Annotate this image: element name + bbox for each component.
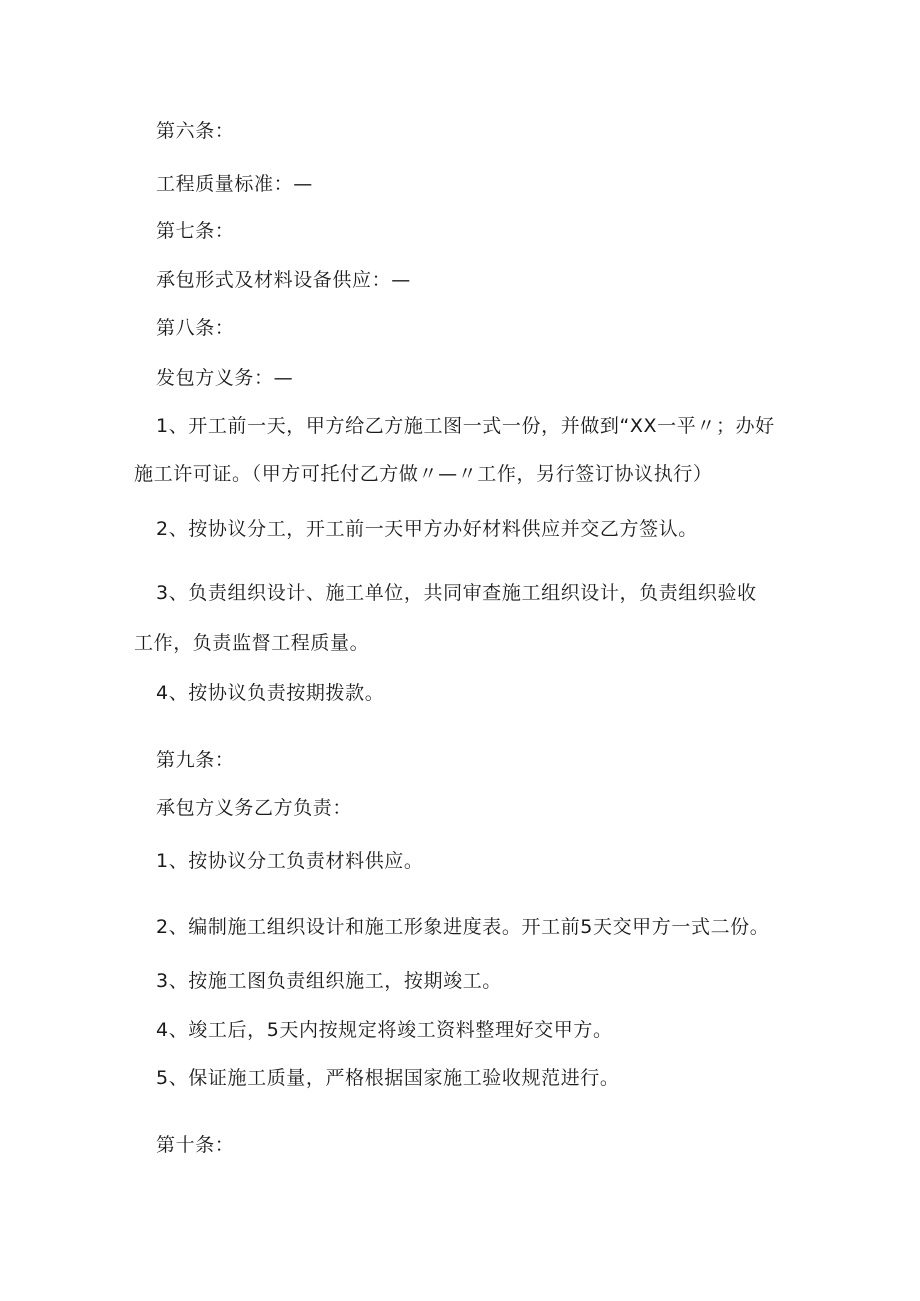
- employer-item-4: 4、按协议负责按期拨款。: [156, 682, 385, 704]
- employer-item-2: 2、按协议分工，开工前一天甲方办好材料供应并交乙方签认。: [156, 518, 698, 540]
- contractor-obligations-line: 承包方义务乙方负责：: [156, 797, 353, 819]
- employer-item-1-line-1: 1、开工前一天，甲方给乙方施工图一式一份，并做到“XX一平〃；办好: [156, 415, 775, 437]
- article-8-heading: 第八条：: [156, 317, 235, 339]
- article-10-heading: 第十条：: [156, 1134, 235, 1156]
- quality-standard-line: 工程质量标准：—: [156, 173, 313, 195]
- contractor-item-3: 3、按施工图负责组织施工，按期竣工。: [156, 970, 502, 992]
- contractor-item-5: 5、保证施工质量，严格根据国家施工验收规范进行。: [156, 1067, 620, 1089]
- employer-item-1-line-2: 施工许可证。（甲方可托付乙方做〃—〃工作，另行签订协议执行）: [134, 463, 713, 485]
- contractor-item-4: 4、竣工后，5天内按规定将竣工资料整理好交甲方。: [156, 1019, 613, 1041]
- contractor-item-1: 1、按协议分工负责材料供应。: [156, 850, 424, 872]
- employer-obligations-line: 发包方义务：—: [156, 367, 294, 389]
- article-7-heading: 第七条：: [156, 220, 235, 242]
- article-6-heading: 第六条：: [156, 120, 235, 142]
- employer-item-3-line-2: 工作，负责监督工程质量。: [134, 632, 370, 654]
- employer-item-3-line-1: 3、负责组织设计、施工单位，共同审查施工组织设计，负责组织验收: [156, 582, 757, 604]
- contractor-item-2: 2、编制施工组织设计和施工形象进度表。开工前5天交甲方一式二份。: [156, 916, 770, 938]
- article-9-heading: 第九条：: [156, 749, 235, 771]
- contract-form-line: 承包形式及材料设备供应：—: [156, 269, 411, 291]
